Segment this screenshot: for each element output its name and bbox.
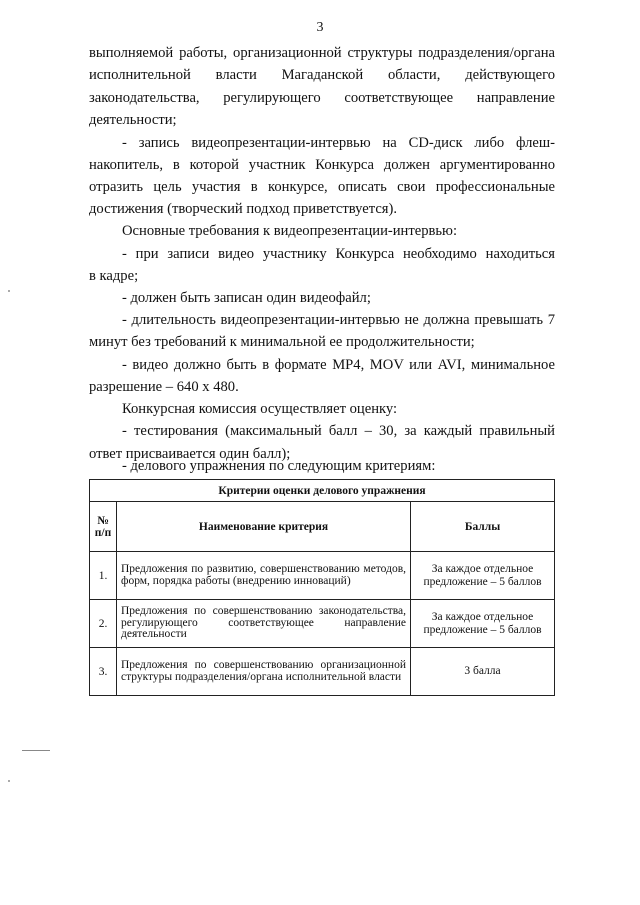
table-title: Критерии оценки делового упражнения <box>90 480 555 502</box>
margin-scan-mark <box>22 750 50 751</box>
paragraph-line: исполнительной власти Магаданской области, действующего <box>89 67 555 83</box>
table-row <box>90 552 555 600</box>
margin-scan-dot <box>8 290 10 292</box>
paragraph-line: - должен быть записан один видеофайл; <box>122 290 371 306</box>
paragraph-line: законодательства, регулирующего соответствующее направление <box>89 90 555 106</box>
criteria-table <box>89 479 555 696</box>
page-number: 3 <box>316 20 324 35</box>
header-name: Наименование критерия <box>117 502 411 552</box>
row-number: 3. <box>90 648 117 696</box>
criterion-points: За каждое отдельное предложение – 5 баллов <box>411 552 555 600</box>
paragraph-line: разрешение – 640 х 480. <box>89 379 239 395</box>
paragraph-line: Основные требования к видеопрезентации-интервью: <box>122 223 458 239</box>
paragraph-line: накопитель, в которой участник Конкурса должен аргументированно <box>89 157 555 173</box>
table-row <box>90 648 555 696</box>
paragraph-line: - видео должно быть в формате MP4, MOV или AVI, минимальное <box>122 357 555 373</box>
paragraph-line: - при записи видео участнику Конкурса необходимо находиться <box>122 246 555 262</box>
paragraph-line: отразить цель участия в конкурсе, описать свои профессиональные <box>89 179 555 195</box>
criterion-name: Предложения по совершенствованию законодательства, регулирующего соответствующее направление деятельности <box>117 600 411 648</box>
criterion-name: Предложения по совершенствованию организационной структуры подразделения/органа исполнительной власти <box>117 648 411 696</box>
paragraph-line: выполняемой работы, организационной структуры подразделения/органа <box>89 45 555 61</box>
criterion-points: 3 балла <box>411 648 555 696</box>
row-number: 1. <box>90 552 117 600</box>
paragraph-line: Конкурсная комиссия осуществляет оценку: <box>122 401 398 417</box>
table-row <box>90 600 555 648</box>
paragraph-line: - тестирования (максимальный балл – 30, за каждый правильный <box>122 423 555 439</box>
row-number: 2. <box>90 600 117 648</box>
margin-scan-dot <box>8 780 10 782</box>
paragraph-line: достижения (творческий подход приветствуется). <box>89 201 398 217</box>
header-points: Баллы <box>411 502 555 552</box>
criterion-name: Предложения по развитию, совершенствованию методов, форм, порядка работы (внедрению инноваций) <box>117 552 411 600</box>
criterion-points: За каждое отдельное предложение – 5 баллов <box>411 600 555 648</box>
paragraph-line: деятельности; <box>89 112 177 128</box>
paragraph-line: в кадре; <box>89 268 139 284</box>
paragraph-line: - длительность видеопрезентации-интервью не должна превышать 7 <box>122 312 555 328</box>
header-num: № п/п <box>90 502 117 552</box>
paragraph-line: минут без требований к минимальной ее продолжительности; <box>89 334 475 350</box>
paragraph-line: - делового упражнения по следующим критериям: <box>122 458 436 474</box>
paragraph-line: - запись видеопрезентации-интервью на CD-диск либо флеш- <box>122 135 555 151</box>
paragraph-line: ответ присваивается один балл); <box>89 446 291 462</box>
